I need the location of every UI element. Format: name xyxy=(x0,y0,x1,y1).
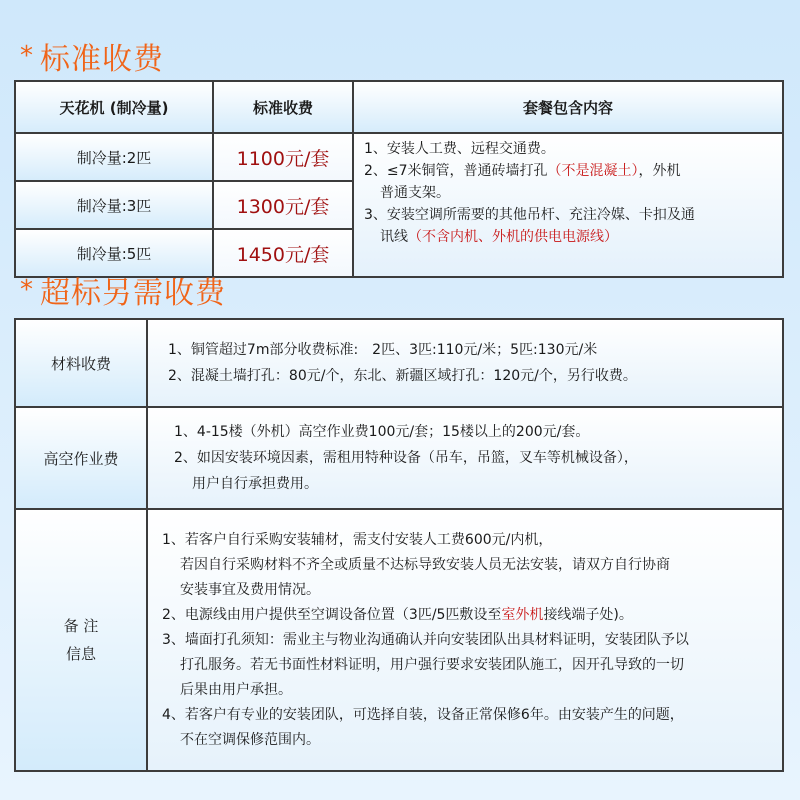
package-contents xyxy=(353,133,783,277)
list-item: 1、铜管超过7m部分收费标准: 2匹、3匹:110元/米；5匹:130元/米 xyxy=(168,342,598,358)
standard-fee-table xyxy=(14,80,784,278)
model-cell: 制冷量:2匹 xyxy=(15,133,213,181)
list-item: 1、若客户自行采购安装辅材，需支付安装人工费600元/内机， xyxy=(162,531,553,548)
table-row xyxy=(15,407,783,509)
header-package: 套餐包含内容 xyxy=(353,81,783,133)
list-item-cont: 不在空调保修范围内。 xyxy=(180,731,320,748)
package-item-cont: 讯线（不含内机、外机的供电电源线） xyxy=(380,229,618,245)
package-item-cont: 普通支架。 xyxy=(380,185,450,201)
list-item-cont: 用户自行承担费用。 xyxy=(192,476,318,492)
list-item-cont: 打孔服务。若无书面性材料证明，用户强行要求安装团队施工，因开孔导致的一切 xyxy=(180,656,684,673)
notes-label-line: 信息 xyxy=(65,645,96,663)
price-cell: 1450元/套 xyxy=(213,229,353,277)
height-label: 高空作业费 xyxy=(15,407,147,509)
model-cell: 制冷量:3匹 xyxy=(15,181,213,229)
table-row xyxy=(15,133,783,181)
header-price: 标准收费 xyxy=(213,81,353,133)
package-item: 1、安装人工费、远程交通费。 xyxy=(364,141,555,157)
notes-label-line: 备 注 xyxy=(63,617,99,635)
notes-label xyxy=(15,509,147,771)
list-item: 2、电源线由用户提供至空调设备位置（3匹/5匹敷设至室外机接线端子处)。 xyxy=(162,606,633,623)
extra-fee-title xyxy=(20,268,226,312)
table-row xyxy=(15,509,783,771)
standard-fee-title-text: 标准收费 xyxy=(40,42,164,77)
table-row xyxy=(15,319,783,407)
list-item-cont: 安装事宜及费用情况。 xyxy=(180,581,320,598)
package-item: 2、≤7米铜管，普通砖墙打孔（不是混凝土），外机 xyxy=(364,163,681,179)
materials-content xyxy=(147,319,783,407)
list-item: 4、若客户有专业的安装团队，可选择自装，设备正常保修6年。由安装产生的问题， xyxy=(162,706,684,723)
package-item: 3、安装空调所需要的其他吊杆、充注冷媒、卡扣及通 xyxy=(364,207,695,223)
height-content xyxy=(147,407,783,509)
model-cell: 制冷量:5匹 xyxy=(15,229,213,277)
star-icon: * xyxy=(20,41,34,71)
extra-fee-title-text: 超标另需收费 xyxy=(40,276,226,311)
star-icon: * xyxy=(20,275,34,305)
price-cell: 1300元/套 xyxy=(213,181,353,229)
extra-fee-table xyxy=(14,318,784,772)
notes-content xyxy=(147,509,783,771)
list-item: 3、墙面打孔须知：需业主与物业沟通确认并向安装团队出具材料证明，安装团队予以 xyxy=(162,631,689,648)
price-cell: 1100元/套 xyxy=(213,133,353,181)
table-header-row xyxy=(15,81,783,133)
list-item-cont: 若因自行采购材料不齐全或质量不达标导致安装人员无法安装，请双方自行协商 xyxy=(180,556,670,573)
list-item: 2、如因安装环境因素，需租用特种设备（吊车，吊篮，叉车等机械设备）， xyxy=(174,450,638,466)
list-item-cont: 后果由用户承担。 xyxy=(180,681,292,698)
list-item: 1、4-15楼（外机）高空作业费100元/套；15楼以上的200元/套。 xyxy=(174,424,590,440)
standard-fee-title xyxy=(20,34,164,78)
list-item: 2、混凝土墙打孔：80元/个，东北、新疆区域打孔：120元/个，另行收费。 xyxy=(168,368,637,384)
materials-label: 材料收费 xyxy=(15,319,147,407)
header-model: 天花机 (制冷量) xyxy=(15,81,213,133)
